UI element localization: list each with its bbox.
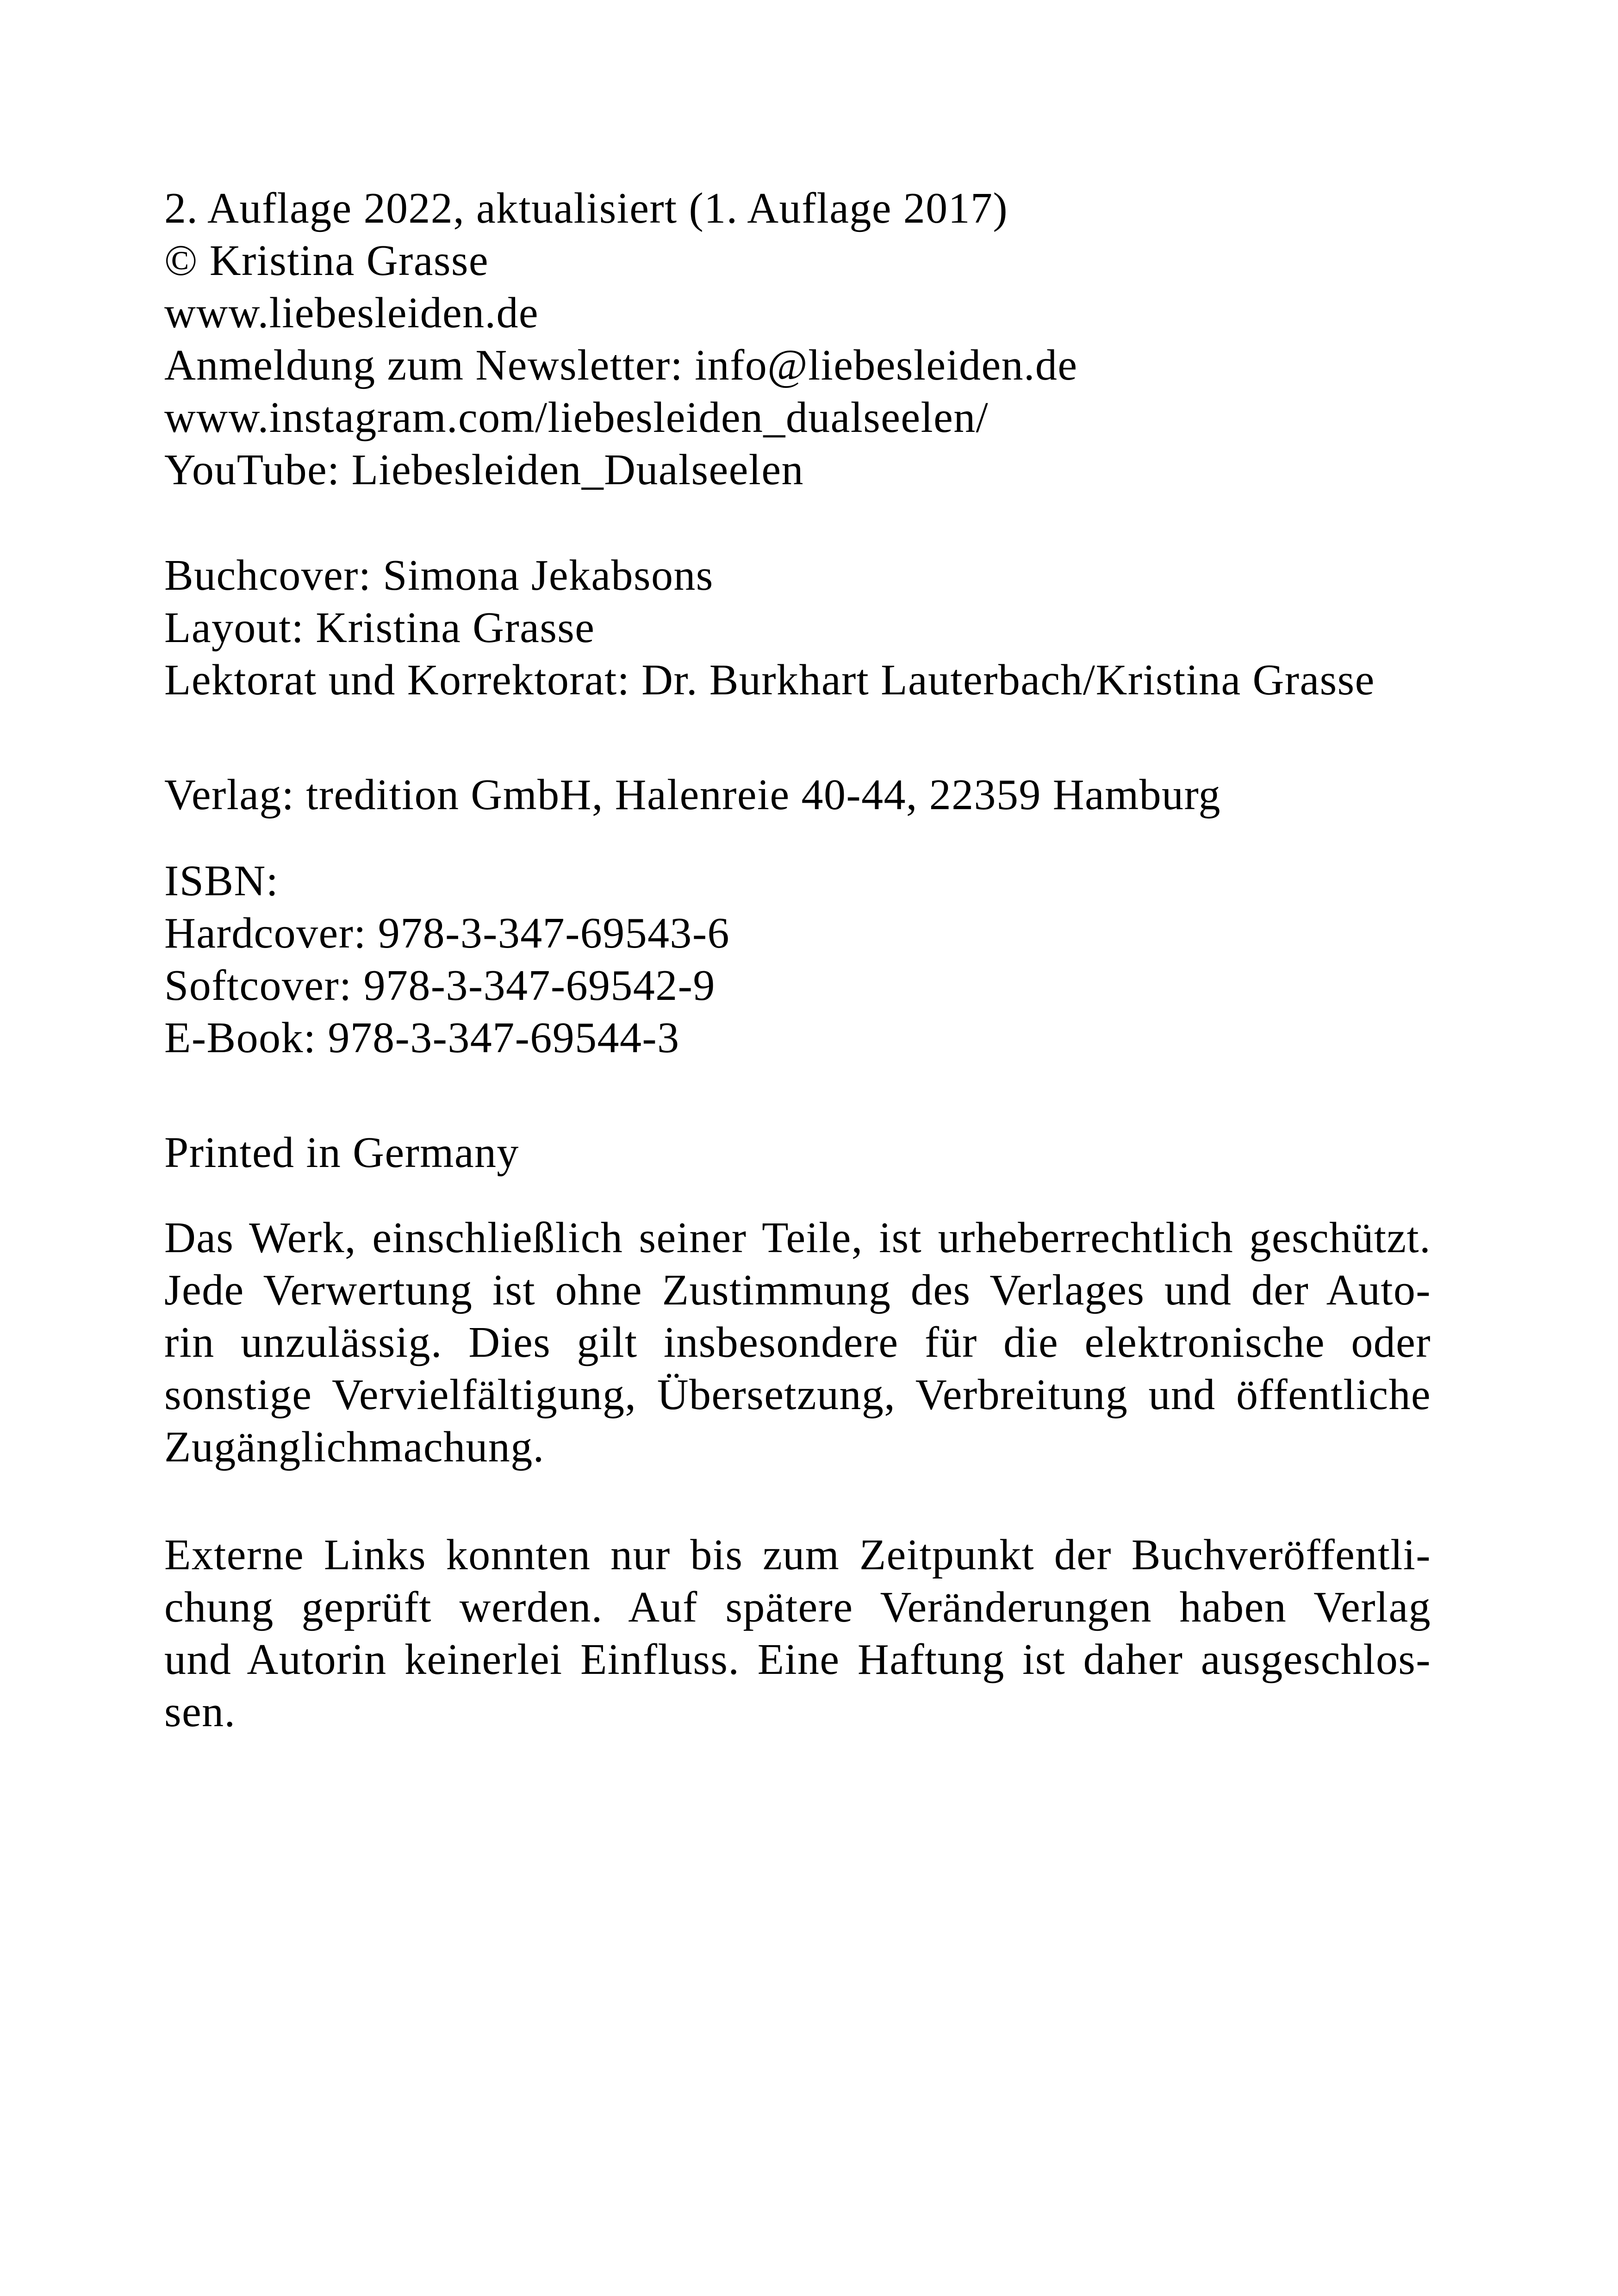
editing-credit-line: Lektorat und Korrektorat: Dr. Burkhart Lauterbach/Kristina Grasse — [164, 656, 1375, 704]
isbn-ebook-line: E-Book: 978-3-347-69544-3 — [164, 1014, 680, 1062]
cover-credit-line: Buchcover: Simona Jekabsons — [164, 551, 714, 599]
credits-block — [164, 549, 1431, 706]
isbn-hardcover-line: Hardcover: 978-3-347-69543-6 — [164, 909, 730, 957]
copyright-notice-line: Zugänglichmachung. — [164, 1423, 545, 1471]
copyright-notice-line: sonstige Vervielfältigung, Übersetzung, Verbreitung und öffentliche — [164, 1371, 1431, 1419]
copyright-holder-line: © Kristina Grasse — [164, 237, 489, 285]
instagram-line: www.instagram.com/liebesleiden_dualseelen/ — [164, 393, 989, 442]
youtube-line: YouTube: Liebesleiden_Dualseelen — [164, 446, 804, 494]
external-links-paragraph — [164, 1529, 1431, 1738]
edition-contact-block — [164, 182, 1431, 496]
copyright-notice-line: Das Werk, einschließlich seiner Teile, ist urheberrechtlich geschützt. — [164, 1214, 1431, 1262]
imprint-text-column — [164, 182, 1431, 1738]
publisher-block — [164, 769, 1431, 821]
publisher-line: Verlag: tredition GmbH, Halenreie 40-44, 22359 Hamburg — [164, 771, 1221, 819]
copyright-notice-line: Jede Verwertung ist ohne Zustimmung des Verlages und der Auto- — [164, 1266, 1431, 1314]
isbn-heading: ISBN: — [164, 857, 279, 905]
edition-line: 2. Auflage 2022, aktualisiert (1. Auflage 2017) — [164, 184, 1008, 232]
newsletter-line: Anmeldung zum Newsletter: info@liebesleiden.de — [164, 341, 1078, 389]
external-links-line: chung geprüft werden. Auf spätere Veränderungen haben Verlag — [164, 1583, 1431, 1631]
external-links-line: Externe Links konnten nur bis zum Zeitpunkt der Buchveröffentli- — [164, 1531, 1431, 1579]
isbn-block — [164, 855, 1431, 1064]
printed-block — [164, 1127, 1431, 1179]
copyright-notice-paragraph — [164, 1212, 1431, 1473]
layout-credit-line: Layout: Kristina Grasse — [164, 604, 595, 652]
isbn-softcover-line: Softcover: 978-3-347-69542-9 — [164, 961, 716, 1010]
external-links-line: sen. — [164, 1688, 236, 1736]
copyright-notice-line: rin unzulässig. Dies gilt insbesondere für die elektronische oder — [164, 1318, 1431, 1366]
printed-in-germany-line: Printed in Germany — [164, 1129, 519, 1177]
website-line: www.liebesleiden.de — [164, 289, 539, 337]
external-links-line: und Autorin keinerlei Einfluss. Eine Haftung ist daher ausgeschlos- — [164, 1635, 1431, 1684]
